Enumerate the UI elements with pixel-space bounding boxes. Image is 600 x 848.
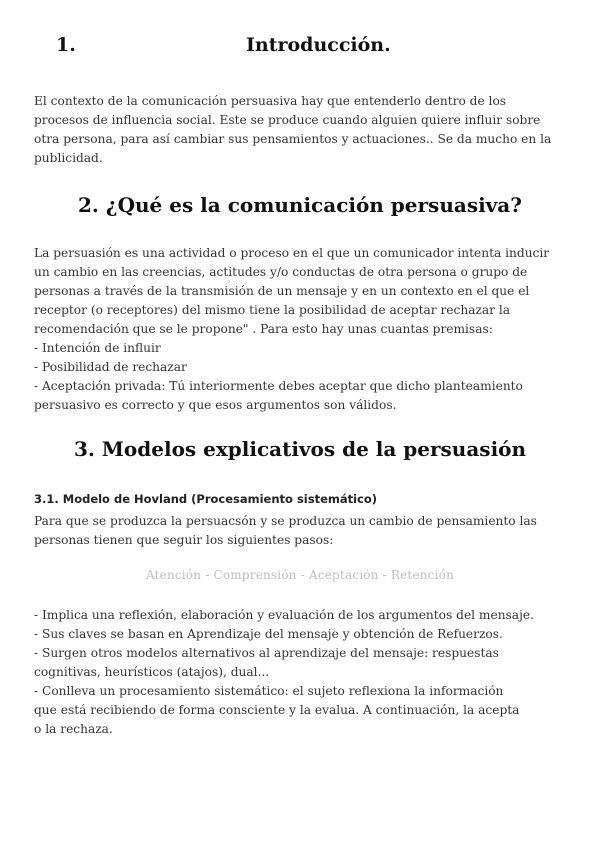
subsection-3-1-title: 3.1. Modelo de Hovland (Procesamiento sistemático) [34, 492, 378, 506]
hovland-steps: Atención - Comprensión - Aceptación - Retención [145, 568, 454, 582]
section-3-bullets [34, 606, 566, 739]
paragraph-line: El contexto de la comunicación persuasiva hay que entenderlo dentro de los [34, 94, 507, 108]
paragraph-line: otra persona, para así cambiar sus pensamientos y actuaciones.. Se da mucho en la [34, 132, 552, 146]
list-item: - Intención de influir [34, 341, 161, 355]
list-item: - Implica una reflexión, elaboración y evaluación de los argumentos del mensaje. [34, 608, 534, 622]
section-1-title: Introducción. [246, 34, 391, 56]
list-item: - Sus claves se basan en Aprendizaje del mensaje y obtención de Refuerzos. [34, 627, 503, 641]
section-1-heading [56, 34, 556, 64]
section-3-title: 3. Modelos explicativos de la persuasión [73, 437, 527, 461]
list-item: - Conlleva un procesamiento sistemático: el sujeto reflexiona la información [34, 684, 504, 698]
list-item: - Posibilidad de rechazar [34, 360, 187, 374]
paragraph-line: publicidad. [34, 151, 103, 165]
paragraph-line: personas tienen que seguir los siguientes pasos: [34, 533, 334, 547]
paragraph-line: Para que se produzca la persuacsón y se produzca un cambio de pensamiento las [34, 514, 537, 528]
section-2-paragraph [34, 244, 566, 415]
paragraph-line: receptor (o receptores) del mismo tiene la posibilidad de aceptar rechazar la [34, 303, 510, 317]
section-1-number: 1. [56, 34, 76, 56]
paragraph-line: procesos de influencia social. Este se produce cuando alguien quiere influir sobre [34, 113, 541, 127]
paragraph-line: un cambio en las creencias, actitudes y/o conductas de otra persona o grupo de [34, 265, 528, 279]
paragraph-line: La persuasión es una actividad o proceso en el que un comunicador intenta inducir [34, 246, 550, 260]
section-3-intro [34, 512, 566, 550]
list-item: - Surgen otros modelos alternativos al aprendizaje del mensaje: respuestas [34, 646, 499, 660]
paragraph-line: que está recibiendo de forma consciente y la evalua. A continuación, la acepta [34, 703, 520, 717]
paragraph-line: recomendación que se le propone" . Para esto hay unas cuantas premisas: [34, 322, 493, 336]
paragraph-line: cognitivas, heurísticos (atajos), dual... [34, 665, 270, 679]
list-item: - Aceptación privada: Tú interiormente debes aceptar que dicho planteamiento [34, 379, 523, 393]
paragraph-line: persuasivo es correcto y que esos argumentos son válidos. [34, 398, 397, 412]
paragraph-line: o la rechaza. [34, 722, 113, 736]
section-1-paragraph [34, 92, 566, 168]
section-2-title: 2. ¿Qué es la comunicación persuasiva? [78, 193, 522, 217]
paragraph-line: personas a través de la transmisión de un mensaje y en un contexto en el que el [34, 284, 530, 298]
